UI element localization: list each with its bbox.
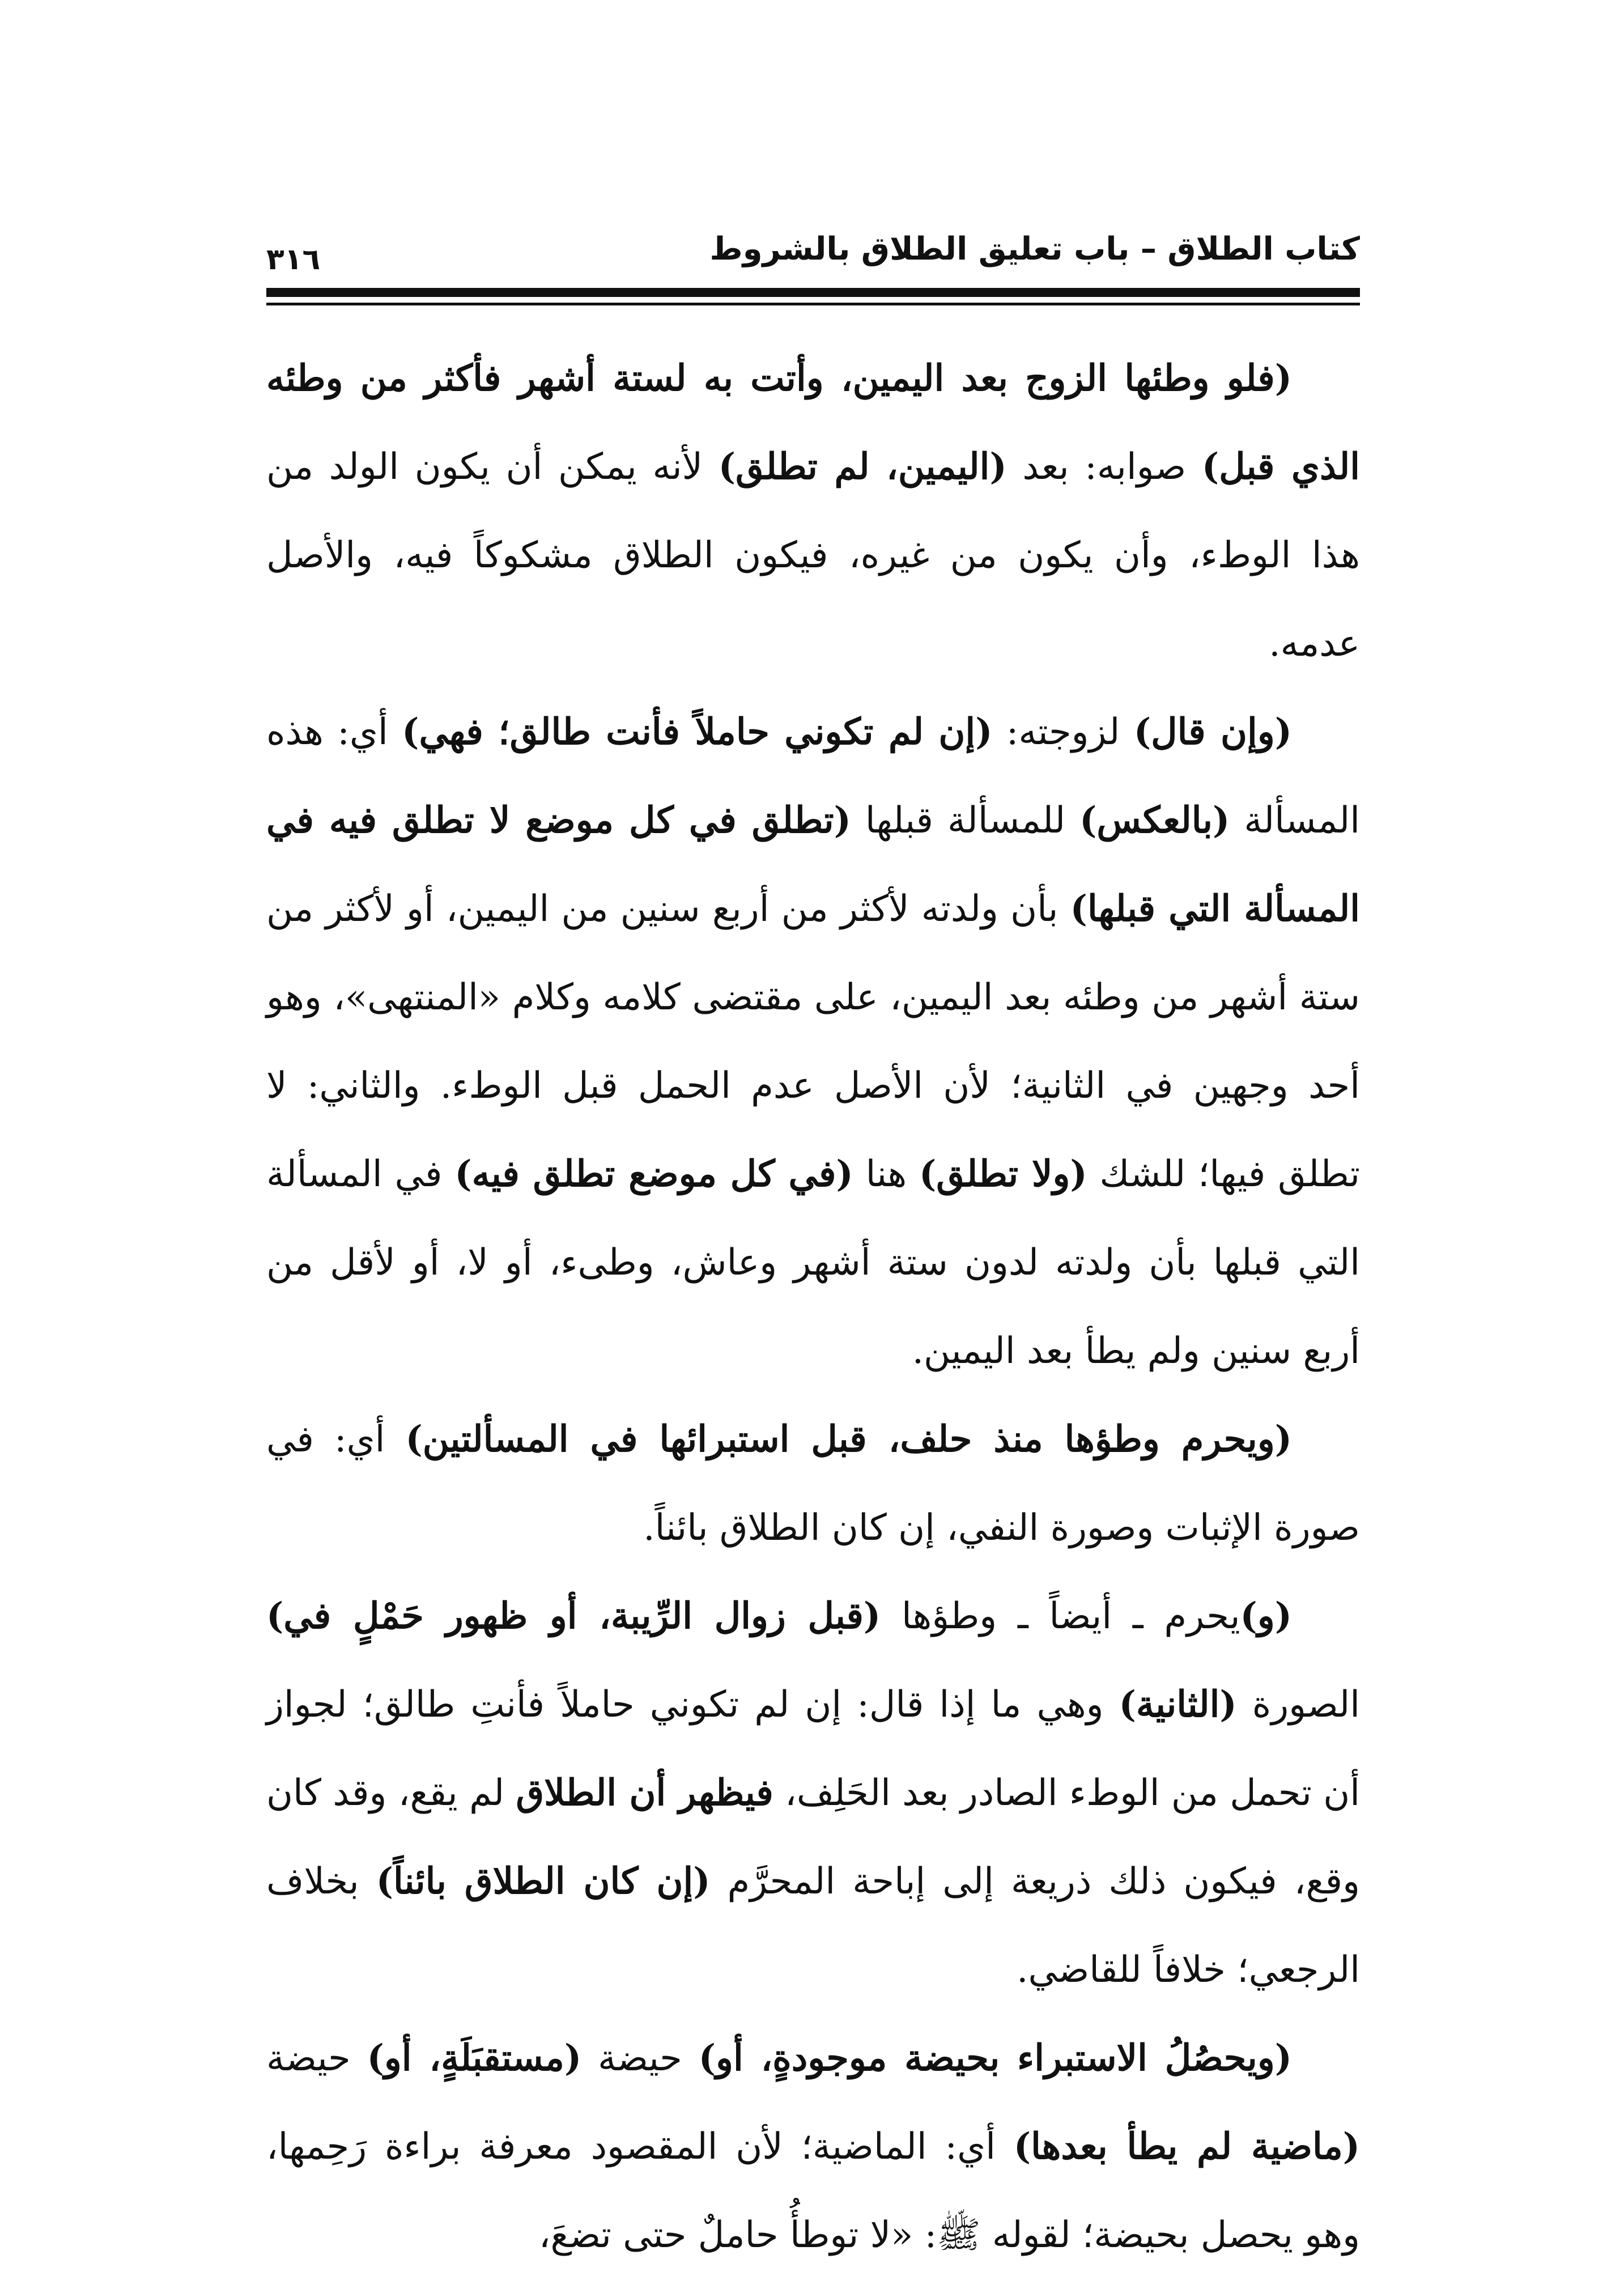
text-span-bold: (ويحرم وطؤها منذ حلف، قبل استبرائها في المسألتين) [405,1418,1292,1460]
text-span-bold: (إن لم تكوني حاملاً فأنت طالق؛ فهي) [402,711,993,753]
running-header-title: كتاب الطلاق – باب تعليق الطلاق بالشروط [709,231,1360,267]
text-span-bold: فيظهر أن الطلاق [516,1772,773,1814]
text-span: للمسألة قبلها [851,800,1080,842]
paragraph [266,688,1360,1395]
paragraph [266,334,1360,688]
text-span: في المسألة التي قبلها بأن ولدته لدون ستة أشهر وعاش، وطىء، أو لا، أو لأقل من أربع سنين ولم يطأ بعد اليمين. [266,1153,1361,1372]
text-span-bold: (و) [1240,1595,1293,1637]
text-span: أي: هذه المسألة [266,711,1361,842]
text-span-bold: (الثانية) [1119,1683,1237,1726]
text-span: بخلاف الرجعي؛ خلافاً للقاضي. [266,1861,1360,1991]
text-span-bold: (فلو وطئها الزوج بعد اليمين، وأتت به لستة أشهر فأكثر من وطئه الذي قبل) [266,357,1361,488]
paragraph [266,1572,1360,2014]
text-span-bold: (وإن قال) [1133,711,1293,753]
text-span: يحرم ـ أيضاً ـ وطؤها [881,1595,1240,1637]
text-span: أي: في صورة الإثبات وصورة النفي، إن كان الطلاق بائناً. [266,1419,1360,1549]
text-span-bold: (مستقبَلَةٍ، أو) [367,2037,582,2079]
text-span-bold: (ويحصُلُ الاستبراء بحيضة موجودةٍ، أو) [698,2037,1293,2079]
text-span: هنا [853,1153,920,1195]
text-span-bold: (تطلق في كل موضع لا تطلق فيه في المسألة التي قبلها) [266,799,1361,930]
text-span-bold: (بالعكس) [1079,799,1230,842]
page-header [266,227,1360,312]
text-span: لأنه يمكن أن يكون الولد من هذا الوطء، وأن يكون من غيره، فيكون الطلاق مشكوكاً فيه، والأصل عدمه. [266,446,1360,665]
page-number: ٣١٦ [266,243,321,277]
text-span-bold: (قبل زوال الرِّيبة، أو ظهور حَمْلٍ في) [266,1595,881,1637]
text-span-bold: (ولا تطلق) [919,1153,1087,1195]
text-span: حيضة [581,2037,699,2079]
text-span: لزوجته: [992,711,1134,753]
text-span-bold: (اليمين، لم تطلق) [718,445,1007,488]
text-span-bold: (ماضية لم يطأ بعدها) [1013,2125,1361,2168]
text-span: بأن ولدته لأكثر من أربع سنين من اليمين، أو لأكثر من ستة أشهر من وطئه بعد اليمين، على مقتضى كلامه وكلام «المنتهى»، وهو أحد وجهين في الثانية؛ لأن الأصل عدم الحمل قبل الوطء. والثاني: لا تطلق فيها؛ للشك [266,888,1361,1195]
text-span-bold: (في كل موضع تطلق فيه) [454,1153,853,1195]
text-span: صوابه: بعد [1006,446,1202,488]
text-span: وهي ما إذا قال: إن لم تكوني حاملاً فأنتِ طالق؛ لجواز أن تحمل من الوطء الصادر بعد الحَلِف، [266,1684,1361,1814]
paragraph [266,2014,1360,2279]
text-span-bold: (إن كان الطلاق بائناً) [376,1860,711,1903]
text-span: أي: الماضية؛ لأن المقصود معرفة براءة رَحِمها، وهو يحصل بحيضة؛ لقوله ﷺ: «لا توطأُ حاملٌ حتى تضعَ، [266,2126,1360,2256]
text-span: حيضة [266,2037,367,2079]
body-text [266,334,1360,2279]
paragraph [266,1395,1360,1572]
header-rule-thin [266,303,1360,305]
text-span: لم يقع، وقد كان وقع، فيكون ذلك ذريعة إلى إباحة المحرَّم [266,1772,1361,1903]
text-span: الصورة [1236,1684,1361,1726]
header-rule-thick [266,288,1360,297]
